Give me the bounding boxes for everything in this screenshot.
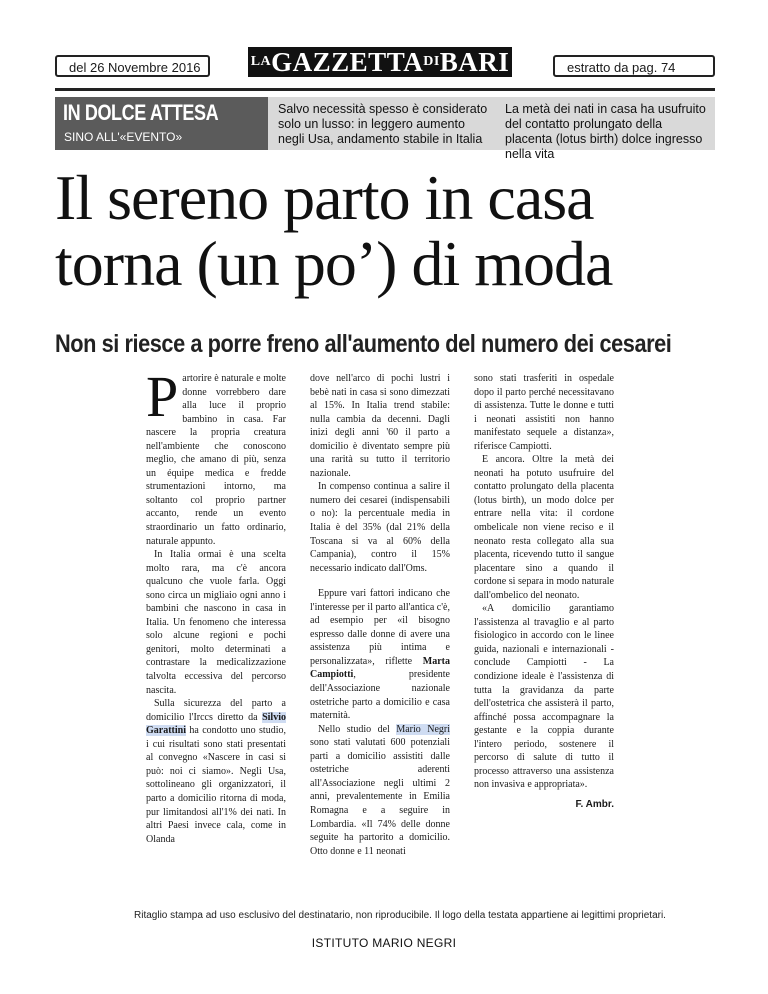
paragraph-text: sono stati valutati 600 potenziali parti a domicilio assistiti dalle ostetriche aderenti all'Associazione negli ultimi 2 anni, prevalentemente in Emilia Romagna e a seguire in Lombardia. «Il 74% delle donne seguite ha partorito a domicilio. Otto donne e 11 neonati: [310, 737, 450, 857]
page-extract-label: estratto da pag. 74: [553, 55, 715, 77]
masthead-di: DI: [423, 54, 440, 69]
rubric-title: IN DOLCE ATTESA: [63, 100, 219, 125]
paragraph-text: Sulla sicurezza del parto a domicilio l'Irccs diretto da: [146, 698, 286, 723]
article-paragraph: [310, 587, 450, 722]
masthead-bari: BARI: [439, 47, 510, 77]
article-paragraph: [310, 723, 450, 858]
article-paragraph: [146, 697, 286, 846]
newspaper-masthead: [248, 47, 512, 77]
article-headline: Il sereno parto in casa torna (un po’) di moda: [55, 162, 613, 299]
kicker-band: [55, 97, 715, 161]
article-subheadline: Non si riesce a porre freno all'aumento del numero dei cesarei: [55, 330, 672, 358]
article-paragraph: dove nell'arco di pochi lustri i bebè nati in casa si sono dimezzati al 15%. In Italia trend stabile: nulla cambia da decenni. Dagli inizi degli anni '60 il parto a domicilio è diventato sempre più una rarità su tutto il territorio nazionale.: [310, 373, 450, 479]
article-paragraph: In compenso continua a salire il numero dei cesarei (indispensabili o no): la percentuale media in Italia è del 35% (dal 21% della Toscana si va al 60% della Campania), contro il 15% necessario indicato dall'Oms.: [310, 481, 450, 574]
article-column-1: [146, 364, 286, 846]
paragraph-text: Nello studio del: [318, 723, 397, 735]
article-column-2: [310, 372, 450, 858]
article-paragraph: [146, 364, 286, 548]
rubric-box: [55, 97, 268, 150]
highlighted-institute: Mario Negri: [396, 723, 450, 735]
paragraph-text: Eppure vari fattori indicano che l'interesse per il parto all'antica c'è, ad esempio per «il bisogno espresso dalle donne di avere una assistenza più intima e personalizzata», riflette: [310, 588, 450, 667]
article-column-3: [474, 372, 614, 812]
drop-cap: P: [146, 364, 179, 429]
bold-name: Marta Campiotti: [310, 655, 450, 681]
issue-date: del 26 Novembre 2016: [55, 55, 210, 77]
article-paragraph: sono stati trasferiti in ospedale dopo il parto perché necessitavano di assistenza. Tutte le donne e tutti i neonati assistiti non hanno manifestato sequele a distanza», riferisce Campiotti.: [474, 373, 614, 452]
masthead-gazzetta: GAZZETTA: [271, 47, 424, 77]
rubric-subtitle: SINO ALL'«EVENTO»: [64, 130, 183, 144]
article-paragraph: «A domicilio garantiamo l'assistenza al travaglio e al parto fisiologico in accordo con le linee guida, nazionali e internazionali - conclude Campiotti - La condizione ideale è l'assistenza di tutta la gravidanza da parte dell'ostetrica che assisterà il parto, affinché possa accompagnare la gestante e la coppia durante l'intero periodo, sostenere il percorso di salute di tutto il processo attraverso una assistenza non invasiva e appropriata».: [474, 603, 614, 791]
article-paragraph: E ancora. Oltre la metà dei neonati ha potuto usufruire del contatto prolungato della placenta (lotus birth), un modo dolce per entrare nella vita: il cordone ombelicale non viene reciso e il neonato resta collegato alla sua placenta, ricevendo tutto il sangue placentare sino a quando il cordone si separa in modo naturale dall'ombelico del neonato.: [474, 454, 614, 601]
article-paragraph: In Italia ormai è una scelta molto rara, ma c'è ancora qualcuno che vuole farla. Oggi sono circa un migliaio ogni anno i bambini che nascono in casa in Italia. Un fenomeno che interessa solo alcune regioni e pochi genitori, molto determinati a contrastare la medicalizzazione talvolta eccessiva del percorso nascita.: [146, 549, 286, 696]
header-divider: [55, 88, 715, 91]
deck-text-1: Salvo necessità spesso è considerato solo un lusso: in leggero aumento negli Usa, andamento stabile in Italia: [278, 102, 488, 146]
deck-text-2: La metà dei nati in casa ha usufruito del contatto prolungato della placenta (lotus birth) dolce ingresso nella vita: [505, 102, 706, 161]
footer-brand: ISTITUTO MARIO NEGRI: [311, 936, 457, 950]
paragraph-text: , presidente dell'Associazione nazionale ostetriche parto a domicilio e casa maternità.: [310, 669, 450, 722]
highlighted-name: Silvio Garattini: [146, 711, 286, 737]
paragraph-text: ha condotto uno studio, i cui risultati sono stati presentati al convegno «Nascere in casi si può: noi ci siamo». Negli Usa, sottolineano gli organizzatori, il parto a domicilio ritorna di moda, pur limitandosi all'1% dei nati. In altri Paesi invece cala, come in Olanda: [146, 725, 286, 845]
copyright-notice: Ritaglio stampa ad uso esclusivo del destinatario, non riproducibile. Il logo della testata appartiene ai legittimi proprietari.: [134, 910, 666, 921]
paragraph-text: artorire è naturale e molte donne vorrebbero dare alla luce il proprio bambino in casa. Far nascere la propria creatura nell'ambiente che conoscono meglio, che amano di più, senza un équipe medica e fredde strumentazioni intorno, ma soltanto col proprio partner accanto, rende un evento straordinario un fatto ordinario, naturale appunto.: [146, 373, 286, 547]
masthead-la: LA: [250, 54, 272, 69]
byline: F. Ambr.: [575, 798, 614, 810]
